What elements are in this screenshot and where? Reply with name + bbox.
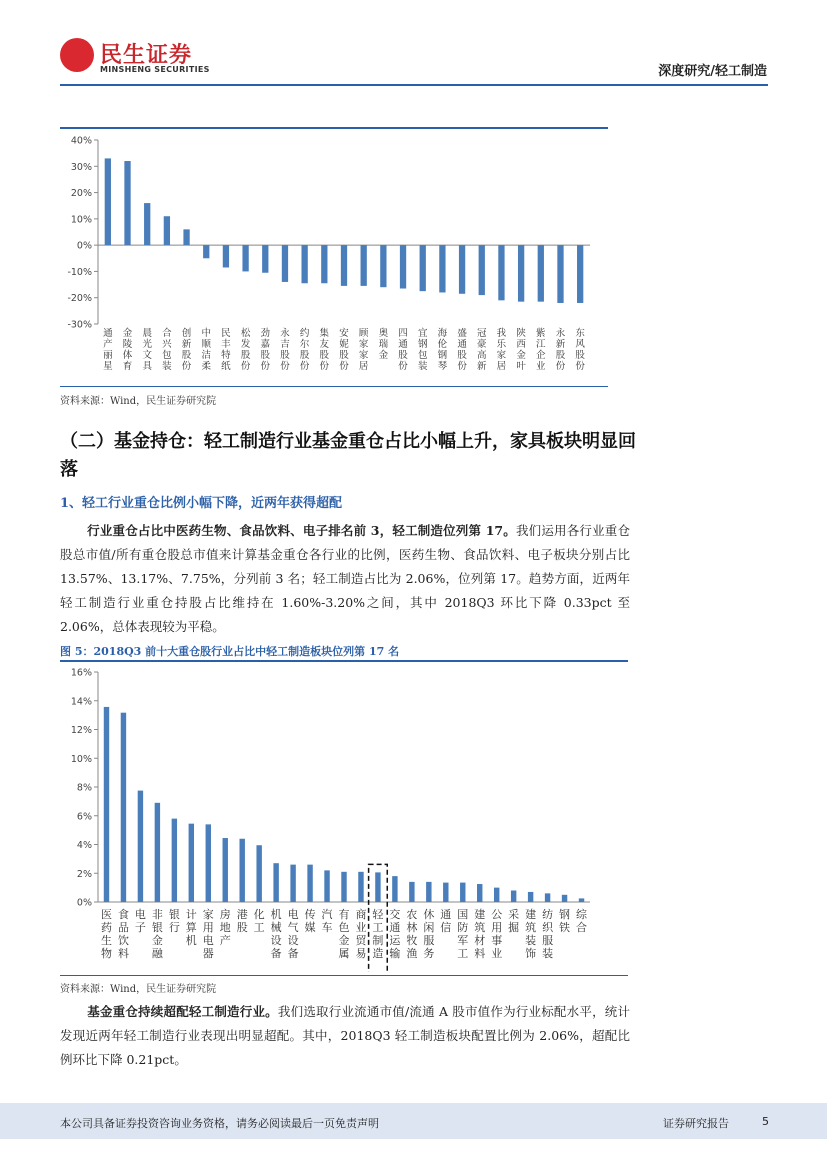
bar — [518, 245, 524, 302]
bar — [409, 882, 414, 902]
y-tick-label: -30% — [67, 319, 92, 331]
bar — [460, 883, 465, 902]
category-label: 创新股份 — [181, 328, 192, 372]
bar — [459, 245, 465, 294]
footer-label: 证券研究报告 — [663, 1117, 729, 1130]
chart2-source-rule — [60, 975, 628, 976]
chart1-top-rule — [60, 127, 608, 129]
bar — [239, 839, 244, 902]
y-tick-label: 20% — [70, 188, 92, 200]
category-label: 奥瑞金 — [378, 328, 389, 361]
category-label: 海伦钢琴 — [437, 328, 448, 372]
bar — [324, 870, 329, 902]
category-label: 劲嘉股份 — [260, 328, 271, 372]
bar — [282, 245, 288, 282]
bar — [511, 891, 516, 903]
bar — [361, 245, 367, 286]
category-label: 永吉股份 — [280, 328, 290, 372]
category-label: 宜钢包装 — [417, 328, 428, 372]
category-label: 民丰特纸 — [221, 328, 231, 372]
y-tick-label: 0% — [76, 240, 92, 252]
category-label: 中顺洁柔 — [201, 328, 211, 372]
y-tick-label: 16% — [70, 667, 92, 679]
y-tick-label: -20% — [67, 293, 92, 305]
page-number: 5 — [762, 1115, 769, 1128]
category-label: 港股 — [236, 908, 248, 934]
y-tick-label: -10% — [67, 266, 92, 278]
y-tick-label: 8% — [76, 782, 92, 794]
category-label: 我乐家居 — [496, 328, 507, 372]
bar — [189, 824, 194, 902]
y-tick-label: 10% — [70, 753, 92, 765]
category-label: 顾家家居 — [358, 328, 369, 372]
bar — [144, 203, 150, 245]
bar — [223, 245, 229, 267]
y-tick-label: 14% — [70, 696, 92, 708]
category-label: 松发股份 — [240, 328, 251, 372]
bar — [420, 245, 426, 291]
bar — [579, 898, 584, 902]
category-label: 电子 — [134, 908, 146, 934]
bar — [439, 245, 445, 292]
paragraph-1-lead: 行业重仓占比中医药生物、食品饮料、电子排名前 3，轻工制造位列第 17。 — [87, 523, 516, 538]
bar — [400, 245, 406, 288]
category-label: 机械设备 — [270, 908, 282, 960]
logo-text-en: MINSHENG SECURITIES — [100, 65, 210, 74]
category-label: 紫江企业 — [536, 328, 546, 372]
category-label: 有色金属 — [338, 908, 350, 960]
category-label: 安妮股份 — [339, 328, 349, 372]
bar — [341, 872, 346, 902]
bar — [380, 245, 386, 287]
paragraph-2-body: 我们选取行业流通市值/流通 A 股市值作为行业标配水平，统计发现近两年轻工制造行业表现出明显超配。其中，2018Q3 轻工制造板块配置比例为 2.06%，超配比例环比下降 0.21pct。 — [60, 1004, 630, 1067]
category-label: 休闲服务 — [423, 908, 435, 960]
category-label: 晨光文具 — [142, 328, 152, 372]
bar — [477, 884, 482, 902]
bar — [273, 863, 278, 902]
logo-text-cn: 民生证券 — [100, 43, 193, 68]
category-label: 食品饮料 — [117, 908, 129, 960]
bar — [206, 824, 211, 902]
bar — [183, 229, 189, 245]
category-label: 交通运输 — [389, 908, 401, 960]
category-label: 陕西金叶 — [516, 328, 526, 372]
category-label: 医药生物 — [100, 908, 112, 960]
bar — [138, 791, 143, 902]
category-label: 综合 — [576, 908, 588, 934]
category-label: 公用事业 — [491, 908, 503, 960]
bar — [301, 245, 307, 283]
header-divider — [60, 84, 768, 86]
y-tick-label: 4% — [76, 840, 92, 851]
report-type: 深度研究/轻工制造 — [658, 64, 767, 79]
bar — [307, 865, 312, 902]
bar — [375, 872, 380, 902]
category-label: 东风股份 — [575, 328, 585, 372]
bar — [538, 245, 544, 302]
category-label: 纺织服装 — [542, 908, 554, 960]
figure-5-title: 图 5：2018Q3 前十大重仓股行业占比中轻工制造板块位列第 17 名 — [60, 645, 400, 658]
bar — [105, 158, 111, 245]
category-label: 采掘 — [508, 908, 520, 934]
category-label: 金陵体育 — [122, 328, 133, 372]
bar — [262, 245, 268, 273]
bar — [223, 838, 228, 902]
bar — [164, 216, 170, 245]
bar — [242, 245, 248, 271]
chart2-svg — [60, 662, 620, 972]
bar — [124, 161, 130, 245]
section-subheading: 1、轻工行业重仓比例小幅下降，近两年获得超配 — [60, 496, 343, 511]
section-heading: （二）基金持仓：轻工制造行业基金重仓占比小幅上升，家具板块明显回落 — [60, 431, 636, 480]
chart2-source: 资料来源：Wind，民生证券研究院 — [60, 984, 217, 995]
paragraph-1-body: 我们运用各行业重仓股总市值/所有重仓股总市值来计算基金重仓各行业的比例，医药生物、食品饮料、电子板块分别占比 13.57%、13.17%、7.75%，分列前 3 名；轻工制造占比为 2.06%，位列第 17。趋势方面，近两年轻工制造行业重仓持股占比维持在 1.60%-3.20%之间，其中 2018Q3 环比下降 0.33pct 至 2.06%，总体表现较为平稳。 — [60, 523, 630, 634]
bar — [528, 892, 533, 902]
y-tick-label: 10% — [70, 214, 92, 226]
category-label: 集友股份 — [319, 328, 330, 372]
bar — [172, 819, 177, 902]
y-tick-label: 12% — [70, 725, 92, 736]
bar — [426, 882, 431, 902]
y-tick-label: 40% — [70, 135, 92, 147]
bar — [155, 803, 160, 902]
bar — [479, 245, 485, 295]
bar — [392, 876, 397, 902]
category-label: 建筑装饰 — [525, 908, 537, 960]
logo-emblem — [60, 38, 94, 72]
bar — [121, 713, 126, 902]
bar — [562, 895, 567, 902]
category-label: 约尔股份 — [299, 328, 310, 372]
chart1-svg — [60, 130, 620, 385]
category-label: 汽车 — [321, 908, 333, 934]
bar — [498, 245, 504, 300]
chart1-source-rule — [60, 386, 608, 387]
paragraph-2 — [60, 1000, 630, 1072]
bar — [358, 872, 363, 902]
bar — [290, 865, 295, 902]
category-label: 钢铁 — [559, 908, 571, 934]
bar — [557, 245, 563, 303]
category-label: 计算机 — [185, 908, 197, 947]
paragraph-2-lead: 基金重仓持续超配轻工制造行业。 — [87, 1004, 278, 1019]
category-label: 轻工制造 — [372, 908, 384, 960]
category-label: 盛通股份 — [457, 328, 467, 372]
y-tick-label: 0% — [76, 897, 92, 909]
category-label: 非银金融 — [151, 908, 163, 960]
bar — [321, 245, 327, 283]
bar — [203, 245, 209, 258]
bar — [443, 883, 448, 902]
footer-disclaimer: 本公司具备证券投资咨询业务资格，请务必阅读最后一页免责声明 — [60, 1117, 379, 1130]
category-label: 永新股份 — [555, 328, 566, 372]
category-label: 通产丽星 — [103, 328, 113, 372]
y-tick-label: 30% — [70, 161, 92, 173]
chart1-source: 资料来源：Wind，民生证券研究院 — [60, 396, 217, 407]
bar — [545, 893, 550, 902]
y-tick-label: 6% — [76, 811, 92, 823]
category-label: 冠豪高新 — [477, 328, 487, 372]
bar — [104, 707, 109, 902]
paragraph-1 — [60, 519, 630, 639]
category-label: 通信 — [440, 908, 452, 934]
bar — [577, 245, 583, 303]
bar — [494, 888, 499, 902]
category-label: 合兴包装 — [162, 328, 172, 372]
category-label: 农林牧渔 — [406, 908, 418, 960]
category-label: 银行 — [168, 908, 180, 934]
category-label: 建筑材料 — [474, 908, 486, 960]
category-label: 家用电器 — [202, 908, 214, 960]
category-label: 房地产 — [219, 908, 231, 947]
category-label: 化工 — [253, 908, 265, 934]
category-label: 四通股份 — [398, 328, 408, 372]
category-label: 传媒 — [304, 908, 316, 934]
bar — [341, 245, 347, 286]
y-tick-label: 2% — [76, 868, 92, 880]
category-label: 商业贸易 — [355, 908, 367, 960]
category-label: 电气设备 — [287, 908, 299, 960]
category-label: 国防军工 — [457, 908, 469, 960]
bar — [256, 845, 261, 902]
